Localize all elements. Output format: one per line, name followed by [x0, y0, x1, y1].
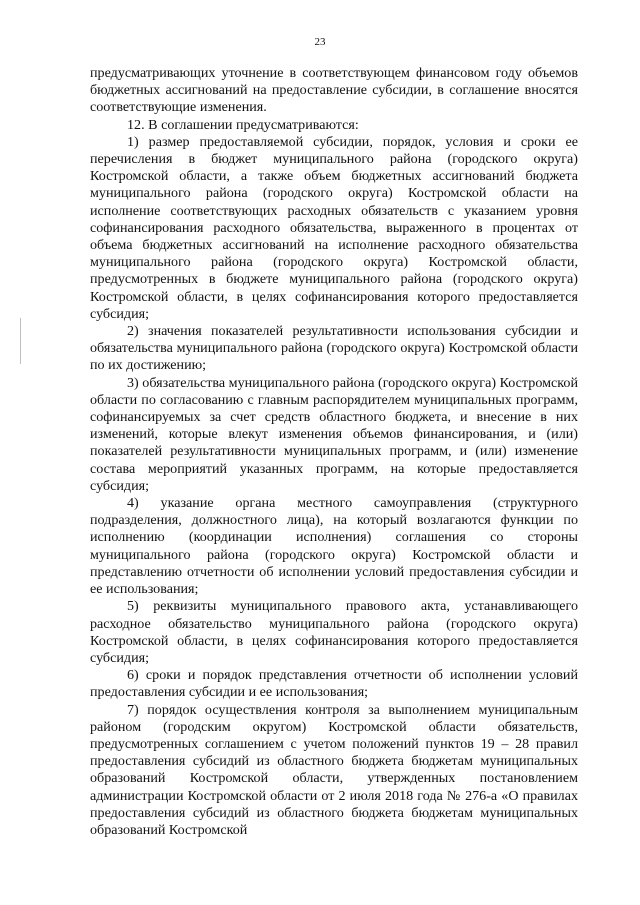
- paragraph-clause-12: 12. В соглашении предусматриваются:: [127, 116, 359, 133]
- document-body: [90, 65, 578, 839]
- paragraph-item-5: 5) реквизиты муниципального правового акта, устанавливающего расходное обязательство муниципального района (городского округа) Костромской области, в целях софинансирования которого предоставляется субсидия;: [90, 598, 578, 666]
- paragraph-item-3: 3) обязательства муниципального района (городского округа) Костромской области по согласованию с главным распорядителем муниципальных программ, софинансируемых за счет средств областного бюджета, и внесение в них изменений, которые влекут изменения объемов финансирования, и (или) показателей результативности муниципальных программ, и (или) изменение состава мероприятий указанных программ, на которые предоставляется субсидия;: [90, 374, 578, 494]
- paragraph-item-1: 1) размер предоставляемой субсидии, порядок, условия и сроки ее перечисления в бюджет муниципального района (городского округа) Костромской области, а также объем бюджетных ассигнований бюджета муниципального района (городского округа) Костромской области на исполнение соответствующих расходных обязательств с указанием уровня софинансирования расходного обязательства, выраженного в процентах от объема бюджетных ассигнований на исполнение расходного обязательства муниципального района (городского округа) Костромской области, предусмотренных в бюджете муниципального района (городского округа) Костромской области, в целях софинансирования которого предоставляется субсидия;: [90, 133, 578, 322]
- paragraph-item-6: 6) сроки и порядок представления отчетности об исполнении условий предоставления субсидии и ее использования;: [90, 667, 578, 701]
- paragraph-continuation: предусматривающих уточнение в соответствующем финансовом году объемов бюджетных ассигнований на предоставление субсидии, в соглашение вносятся соответствующие изменения.: [90, 65, 578, 116]
- margin-mark: [20, 318, 21, 364]
- page-number: 23: [314, 36, 326, 48]
- paragraph-item-7: 7) порядок осуществления контроля за выполнением муниципальным районом (городским округом) Костромской области обязательств, предусмотренных соглашением с учетом положений пунктов 19 – 28 правил предоставления субсидий из областного бюджета бюджетам муниципальных образований Костромской области, утвержденных постановлением администрации Костромской области от 2 июля 2018 года № 276-а «О правилах предоставления субсидий из областного бюджета бюджетам муниципальных образований Костромской: [90, 701, 578, 838]
- paragraph-item-2: 2) значения показателей результативности использования субсидии и обязательства муниципального района (городского округа) Костромской области по их достижению;: [90, 323, 578, 374]
- paragraph-item-4: 4) указание органа местного самоуправления (структурного подразделения, должностного лица), на который возлагаются функции по исполнению (координации исполнения) соглашения со стороны муниципального района (городского округа) Костромской области и представлению отчетности об исполнении условий предоставления субсидии и ее использования;: [90, 495, 578, 598]
